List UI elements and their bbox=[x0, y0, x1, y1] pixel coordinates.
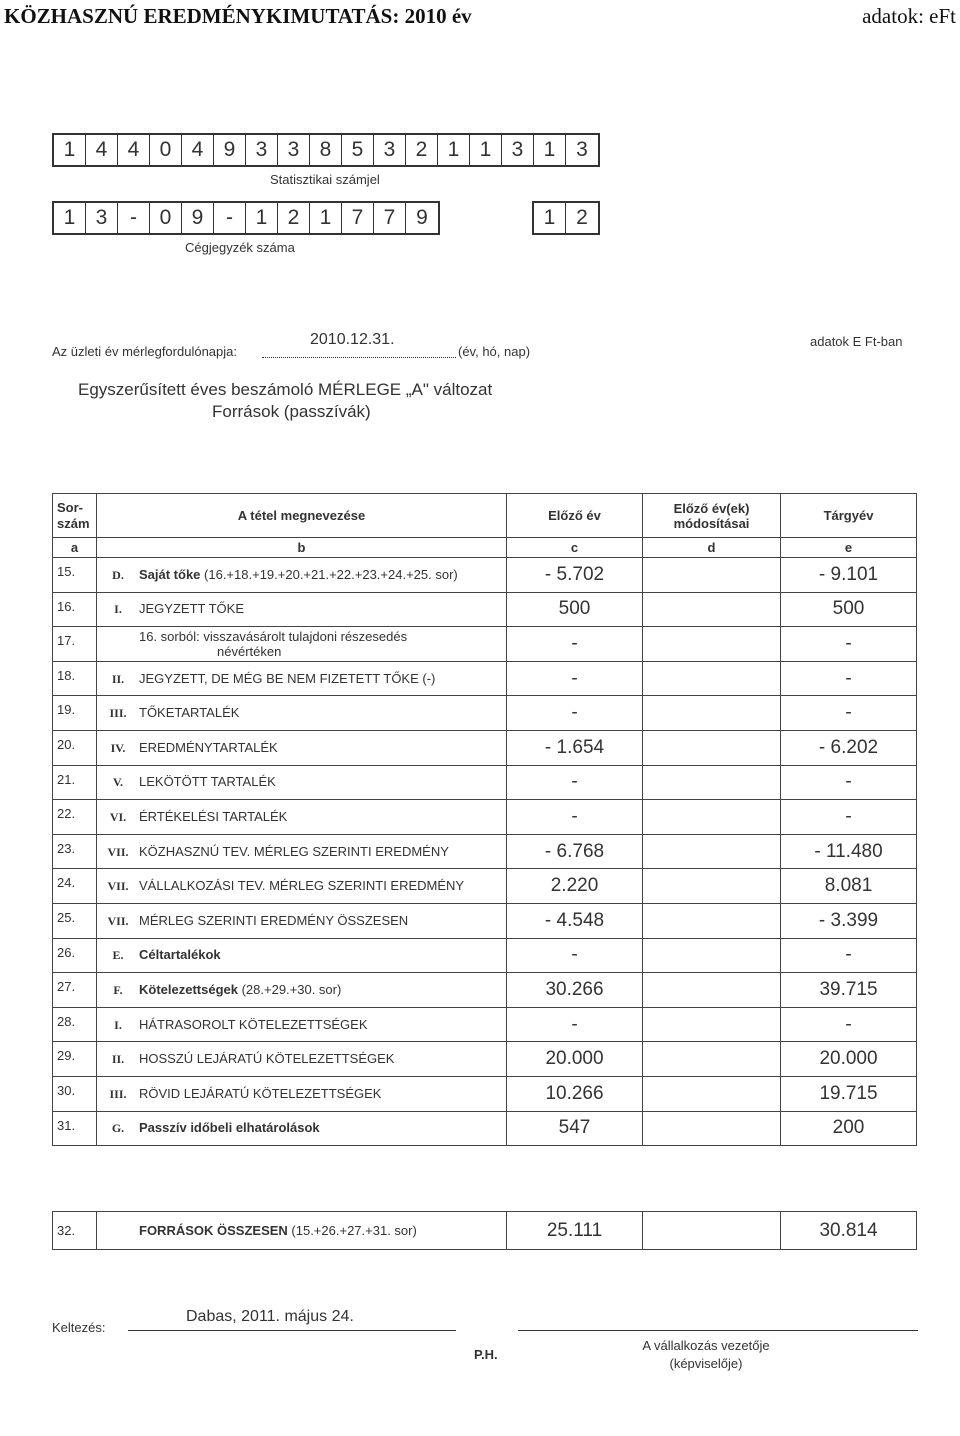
statistical-number-caption: Statisztikai számjel bbox=[270, 172, 380, 187]
row-modifications bbox=[643, 973, 781, 1008]
row-item-name bbox=[97, 558, 507, 593]
row-code: D. bbox=[112, 567, 124, 582]
letter-a: a bbox=[53, 538, 97, 558]
header-row-number: Sor- szám bbox=[53, 494, 97, 538]
header-modifications: Előző év(ek) módosításai bbox=[643, 494, 781, 538]
registration-number-digit: 7 bbox=[342, 203, 374, 233]
row-previous-year: 500 bbox=[507, 592, 643, 627]
row-item-name bbox=[97, 765, 507, 800]
total-suffix: (15.+26.+27.+31. sor) bbox=[287, 1223, 417, 1238]
row-label: MÉRLEG SZERINTI EREDMÉNY ÖSSZESEN bbox=[139, 912, 409, 928]
row-code: V. bbox=[112, 775, 124, 790]
row-previous-year: 20.000 bbox=[507, 1042, 643, 1077]
header-previous-year: Előző év bbox=[507, 494, 643, 538]
registration-number-digit: 3 bbox=[86, 203, 118, 233]
row-item-name bbox=[97, 1007, 507, 1042]
letter-b: b bbox=[97, 538, 507, 558]
letter-d: d bbox=[643, 538, 781, 558]
row-item-name bbox=[97, 730, 507, 765]
row-current-year: - bbox=[781, 696, 917, 731]
row-item-name bbox=[97, 661, 507, 696]
stat-number-digit: 2 bbox=[406, 135, 438, 165]
registration-number-digit: 9 bbox=[182, 203, 214, 233]
row-code: III. bbox=[109, 1086, 127, 1101]
row-current-year: - bbox=[781, 627, 917, 662]
stat-number-digit: 3 bbox=[576, 138, 588, 161]
stamp-placeholder: P.H. bbox=[474, 1347, 498, 1362]
row-code: G. bbox=[111, 1121, 125, 1136]
stat-number-digit: 3 bbox=[278, 135, 310, 165]
liabilities-table bbox=[52, 493, 917, 1146]
row-number: 21. bbox=[53, 765, 97, 800]
row-modifications bbox=[643, 1042, 781, 1077]
company-registration-number-box bbox=[52, 201, 440, 235]
stat-number-digit: 3 bbox=[374, 135, 406, 165]
date-place-value: Dabas, 2011. május 24. bbox=[186, 1308, 354, 1325]
row-label: EREDMÉNYTARTALÉK bbox=[139, 739, 278, 755]
stat-number-digit: 4 bbox=[86, 135, 118, 165]
row-code: I. bbox=[114, 1017, 122, 1032]
page-title: KÖZHASZNÚ EREDMÉNYKIMUTATÁS: 2010 év bbox=[4, 4, 472, 28]
row-modifications bbox=[643, 730, 781, 765]
stat-number-digit: 9 bbox=[214, 135, 246, 165]
row-number: 31. bbox=[53, 1111, 97, 1146]
registration-suffix-box bbox=[532, 201, 600, 235]
row-current-year: 500 bbox=[781, 592, 917, 627]
row-current-year: - bbox=[781, 661, 917, 696]
row-current-year: 19.715 bbox=[781, 1076, 917, 1111]
row-previous-year: - 5.702 bbox=[507, 558, 643, 593]
row-item-name bbox=[97, 627, 507, 662]
row-item-name bbox=[97, 1111, 507, 1146]
stat-number-digit: 3 bbox=[502, 135, 534, 165]
table-row bbox=[53, 834, 917, 869]
row-number: 24. bbox=[53, 869, 97, 904]
table-row bbox=[53, 730, 917, 765]
row-number: 26. bbox=[53, 938, 97, 973]
row-code: III. bbox=[109, 706, 127, 721]
balance-date-hint: (év, hó, nap) bbox=[458, 344, 531, 359]
row-label: JEGYZETT, DE MÉG BE NEM FIZETETT TŐKE (-) bbox=[139, 670, 436, 686]
row-current-year: - 3.399 bbox=[781, 903, 917, 938]
row-number: 27. bbox=[53, 973, 97, 1008]
row-current-year: - bbox=[781, 800, 917, 835]
table-row bbox=[53, 1042, 917, 1077]
row-modifications bbox=[643, 800, 781, 835]
row-modifications bbox=[643, 1111, 781, 1146]
row-label-suffix: (28.+29.+30. sor) bbox=[237, 981, 342, 997]
company-registration-caption: Cégjegyzék száma bbox=[185, 240, 295, 255]
stat-number-digit: 1 bbox=[54, 135, 86, 165]
row-code: VII. bbox=[107, 879, 129, 894]
table-row bbox=[53, 903, 917, 938]
row-item-name bbox=[97, 834, 507, 869]
row-current-year: - 9.101 bbox=[781, 558, 917, 593]
row-previous-year: - bbox=[507, 661, 643, 696]
table-row bbox=[53, 1007, 917, 1042]
date-place-line bbox=[128, 1330, 456, 1331]
row-item-name bbox=[97, 1076, 507, 1111]
row-previous-year: - 1.654 bbox=[507, 730, 643, 765]
table-row bbox=[53, 800, 917, 835]
total-row bbox=[53, 1212, 917, 1250]
row-number: 29. bbox=[53, 1042, 97, 1077]
stat-number-digit: 4 bbox=[118, 135, 150, 165]
row-number: 28. bbox=[53, 1007, 97, 1042]
row-current-year: 20.000 bbox=[781, 1042, 917, 1077]
row-current-year: 200 bbox=[781, 1111, 917, 1146]
row-item-name bbox=[97, 800, 507, 835]
row-current-year: - bbox=[781, 1007, 917, 1042]
row-previous-year: 2.220 bbox=[507, 869, 643, 904]
row-current-year: - bbox=[781, 938, 917, 973]
table-header-row bbox=[53, 494, 917, 538]
letter-c: c bbox=[507, 538, 643, 558]
row-modifications bbox=[643, 834, 781, 869]
row-item-name bbox=[97, 938, 507, 973]
table-row bbox=[53, 938, 917, 973]
row-previous-year: - bbox=[507, 696, 643, 731]
row-label: ÉRTÉKELÉSI TARTALÉK bbox=[139, 808, 288, 824]
registration-number-digit: 9 bbox=[416, 206, 428, 229]
row-modifications bbox=[643, 696, 781, 731]
registration-number-digit: 1 bbox=[54, 203, 86, 233]
stat-number-digit: 1 bbox=[438, 135, 470, 165]
registration-number-digit: 7 bbox=[374, 203, 406, 233]
row-current-year: 39.715 bbox=[781, 973, 917, 1008]
row-label: 16. sorból: visszavásárolt tulajdoni részesedés bbox=[139, 628, 408, 644]
stat-number-digit: 4 bbox=[182, 135, 214, 165]
header-current-year: Tárgyév bbox=[781, 494, 917, 538]
registration-number-digit: 0 bbox=[150, 203, 182, 233]
row-code: F. bbox=[113, 982, 123, 997]
row-current-year: 8.081 bbox=[781, 869, 917, 904]
signature-label-line1: A vállalkozás vezetője bbox=[642, 1338, 770, 1353]
balance-date-label: Az üzleti év mérlegfordulónapja: bbox=[52, 344, 237, 359]
row-previous-year: - bbox=[507, 800, 643, 835]
row-modifications bbox=[643, 592, 781, 627]
row-number: 17. bbox=[53, 627, 97, 662]
signature-label bbox=[634, 1337, 778, 1373]
row-item-name bbox=[97, 869, 507, 904]
row-previous-year: - bbox=[507, 765, 643, 800]
total-row-number: 32. bbox=[53, 1212, 97, 1250]
row-previous-year: 30.266 bbox=[507, 973, 643, 1008]
row-code: E. bbox=[112, 948, 124, 963]
row-code: VII. bbox=[107, 844, 129, 859]
row-number: 19. bbox=[53, 696, 97, 731]
registration-suffix-digit: 2 bbox=[576, 206, 588, 229]
row-label-suffix: (16.+18.+19.+20.+21.+22.+23.+24.+25. sor) bbox=[200, 566, 458, 582]
row-label: HOSSZÚ LEJÁRATÚ KÖTELEZETTSÉGEK bbox=[139, 1051, 395, 1067]
stat-number-digit: 1 bbox=[534, 135, 566, 165]
total-item-name bbox=[97, 1212, 507, 1250]
registration-number-digit: - bbox=[214, 203, 246, 233]
table-row bbox=[53, 627, 917, 662]
row-modifications bbox=[643, 765, 781, 800]
statistical-number-box bbox=[52, 133, 600, 167]
row-item-name bbox=[97, 903, 507, 938]
row-number: 30. bbox=[53, 1076, 97, 1111]
row-label: Passzív időbeli elhatárolások bbox=[139, 1120, 320, 1136]
row-modifications bbox=[643, 903, 781, 938]
row-item-name bbox=[97, 973, 507, 1008]
row-label: Kötelezettségek bbox=[139, 981, 238, 997]
units-label: adatok: eFt bbox=[862, 4, 956, 28]
row-label: VÁLLALKOZÁSI TEV. MÉRLEG SZERINTI EREDMÉNY bbox=[139, 878, 465, 894]
row-modifications bbox=[643, 869, 781, 904]
row-number: 20. bbox=[53, 730, 97, 765]
row-number: 22. bbox=[53, 800, 97, 835]
row-number: 23. bbox=[53, 834, 97, 869]
registration-number-digit: 2 bbox=[278, 203, 310, 233]
row-modifications bbox=[643, 661, 781, 696]
row-modifications bbox=[643, 627, 781, 662]
row-modifications bbox=[643, 558, 781, 593]
row-item-name bbox=[97, 592, 507, 627]
row-number: 15. bbox=[53, 558, 97, 593]
row-label-continuation: névértéken bbox=[217, 643, 282, 659]
table-row bbox=[53, 1076, 917, 1111]
date-place-label: Keltezés: bbox=[52, 1320, 106, 1335]
row-number: 16. bbox=[53, 592, 97, 627]
row-label: JEGYZETT TŐKE bbox=[139, 601, 244, 617]
registration-number-digit: - bbox=[118, 203, 150, 233]
row-previous-year: 547 bbox=[507, 1111, 643, 1146]
row-code: II. bbox=[111, 671, 125, 686]
registration-number-digit: 1 bbox=[310, 203, 342, 233]
letter-e: e bbox=[781, 538, 917, 558]
registration-number-digit: 1 bbox=[246, 203, 278, 233]
row-label: Saját tőke bbox=[139, 566, 201, 582]
total-table bbox=[52, 1211, 917, 1250]
row-item-name bbox=[97, 696, 507, 731]
row-previous-year: - bbox=[507, 938, 643, 973]
table-row bbox=[53, 558, 917, 593]
row-previous-year: - bbox=[507, 627, 643, 662]
stat-number-digit: 1 bbox=[470, 135, 502, 165]
table-row bbox=[53, 592, 917, 627]
report-subtitle: Források (passzívák) bbox=[212, 402, 371, 421]
stat-number-digit: 0 bbox=[150, 135, 182, 165]
total-current-year: 30.814 bbox=[781, 1212, 917, 1250]
table-row bbox=[53, 765, 917, 800]
row-modifications bbox=[643, 1007, 781, 1042]
table-row bbox=[53, 973, 917, 1008]
report-title: Egyszerűsített éves beszámoló MÉRLEGE „A" változat bbox=[78, 380, 493, 399]
stat-number-digit: 3 bbox=[246, 135, 278, 165]
total-label: FORRÁSOK ÖSSZESEN bbox=[139, 1223, 288, 1238]
row-code: II. bbox=[111, 1052, 125, 1067]
table-row bbox=[53, 869, 917, 904]
total-previous-year: 25.111 bbox=[507, 1212, 643, 1250]
header-item-name: A tétel megnevezése bbox=[97, 494, 507, 538]
stat-number-digit: 5 bbox=[342, 135, 374, 165]
row-modifications bbox=[643, 1076, 781, 1111]
row-previous-year: 10.266 bbox=[507, 1076, 643, 1111]
registration-suffix-digit: 1 bbox=[534, 203, 566, 233]
row-label: LEKÖTÖTT TARTALÉK bbox=[139, 774, 276, 790]
row-item-name bbox=[97, 1042, 507, 1077]
signature-line bbox=[518, 1330, 918, 1331]
row-label: HÁTRASOROLT KÖTELEZETTSÉGEK bbox=[139, 1016, 368, 1032]
row-code: VI. bbox=[109, 809, 127, 824]
row-previous-year: - bbox=[507, 1007, 643, 1042]
row-previous-year: - 4.548 bbox=[507, 903, 643, 938]
table-row bbox=[53, 661, 917, 696]
table-letter-row bbox=[53, 538, 917, 558]
row-modifications bbox=[643, 938, 781, 973]
row-previous-year: - 6.768 bbox=[507, 834, 643, 869]
signature-label-line2: (képviselője) bbox=[669, 1356, 743, 1371]
stat-number-digit: 8 bbox=[310, 135, 342, 165]
row-label: RÖVID LEJÁRATÚ KÖTELEZETTSÉGEK bbox=[139, 1085, 382, 1101]
row-current-year: - bbox=[781, 765, 917, 800]
row-number: 25. bbox=[53, 903, 97, 938]
row-code: I. bbox=[114, 602, 122, 617]
row-code: IV. bbox=[110, 740, 126, 755]
total-modifications bbox=[643, 1212, 781, 1250]
row-current-year: - 11.480 bbox=[781, 834, 917, 869]
row-label: Céltartalékok bbox=[139, 947, 221, 963]
row-label: KÖZHASZNÚ TEV. MÉRLEG SZERINTI EREDMÉNY bbox=[139, 843, 449, 859]
row-label: TŐKETARTALÉK bbox=[139, 705, 240, 721]
table-row bbox=[53, 1111, 917, 1146]
row-number: 18. bbox=[53, 661, 97, 696]
row-code: VII. bbox=[107, 913, 129, 928]
row-current-year: - 6.202 bbox=[781, 730, 917, 765]
table-row bbox=[53, 696, 917, 731]
balance-date-value: 2010.12.31. bbox=[310, 331, 395, 348]
balance-units: adatok E Ft-ban bbox=[810, 334, 903, 349]
